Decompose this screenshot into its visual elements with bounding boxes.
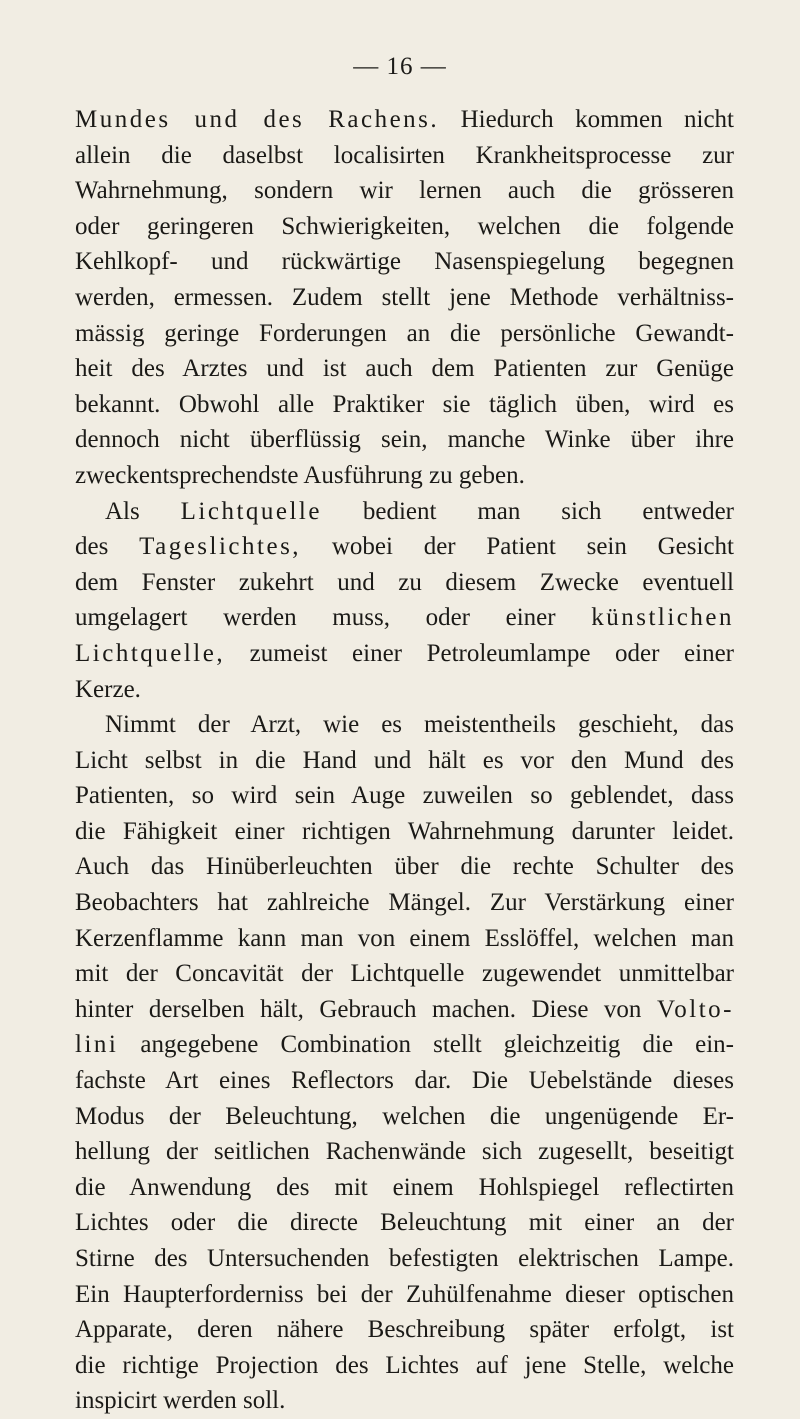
spaced-emphasis: Lichtquelle, xyxy=(75,639,226,667)
text-run: Kerze. xyxy=(75,675,141,703)
text-line xyxy=(75,1241,734,1277)
text-line xyxy=(75,1063,734,1099)
text-run: Auch das Hinüberleuchten über die rechte Schulter des xyxy=(75,853,734,881)
text-run: mässig geringe Forderungen an die persönliche Gewandt- xyxy=(75,319,734,347)
text-run: Lichtes oder die directe Beleuchtung mit einer an der xyxy=(75,1209,734,1237)
text-run: Wahrnehmung, sondern wir lernen auch die grösseren xyxy=(75,177,734,205)
text-line xyxy=(75,351,734,387)
text-line xyxy=(75,316,734,352)
text-line xyxy=(75,956,734,992)
text-run: Hiedurch kommen nicht xyxy=(439,106,735,133)
text-line xyxy=(75,672,734,708)
text-line xyxy=(75,280,734,316)
text-line xyxy=(75,778,734,814)
text-line xyxy=(75,1312,734,1348)
spaced-emphasis: Lichtquelle xyxy=(180,497,322,525)
text-line xyxy=(75,102,734,138)
spaced-emphasis: Volto- xyxy=(656,995,734,1023)
text-line xyxy=(75,1134,734,1170)
text-line xyxy=(75,565,734,601)
text-line xyxy=(75,1170,734,1206)
text-line xyxy=(75,529,734,565)
text-run: werden, ermessen. Zudem stellt jene Methode verhältniss- xyxy=(75,283,734,311)
text-run: umgelagert werden muss, oder einer xyxy=(75,604,592,632)
text-line xyxy=(75,1277,734,1313)
text-line xyxy=(75,1027,734,1063)
text-run: heit des Arztes und ist auch dem Patienten zur Genüge xyxy=(75,355,734,383)
text-line xyxy=(75,849,734,885)
text-run: Kehlkopf- und rückwärtige Nasenspiegelung begegnen xyxy=(75,248,734,276)
spaced-emphasis: Mundes und des Rachens. xyxy=(75,106,440,133)
text-run: Patienten, so wird sein Auge zuweilen so geblendet, dass xyxy=(75,782,734,810)
text-run: die richtige Projection des Lichtes auf jene Stelle, welche xyxy=(75,1351,734,1379)
text-line xyxy=(75,138,734,174)
text-line xyxy=(75,458,734,494)
text-run: hellung der seitlichen Rachenwände sich zugesellt, beseitigt xyxy=(75,1138,734,1166)
text-run: Stirne des Untersuchenden befestigten elektrischen Lampe. xyxy=(75,1245,734,1272)
text-line xyxy=(75,1205,734,1241)
text-line xyxy=(75,636,734,672)
text-run: Nimmt der Arzt, wie es meistentheils geschieht, das xyxy=(105,711,734,739)
text-run: fachste Art eines Reflectors dar. Die Uebelstände dieses xyxy=(75,1067,734,1095)
text-run: die Fähigkeit einer richtigen Wahrnehmung darunter leidet. xyxy=(75,817,734,845)
page-number: — 16 — xyxy=(353,53,447,80)
text-line xyxy=(75,921,734,957)
text-line xyxy=(75,600,734,636)
text-line xyxy=(75,1383,734,1419)
text-line xyxy=(75,1099,734,1135)
spaced-emphasis: Tageslichtes, xyxy=(139,533,302,561)
text-run: angegebene Combination stellt gleichzeitig die ein- xyxy=(118,1031,734,1059)
text-run: Modus der Beleuchtung, welchen die ungenügende Er- xyxy=(75,1102,734,1130)
body-text xyxy=(75,102,734,1419)
text-run: bekannt. Obwohl alle Praktiker sie täglich üben, wird es xyxy=(75,390,734,418)
text-run: zweckentsprechendste Ausführung zu geben. xyxy=(75,461,525,489)
text-line xyxy=(75,244,734,280)
text-line xyxy=(75,387,734,423)
text-run: Licht selbst in die Hand und hält es vor den Mund des xyxy=(75,746,734,774)
text-run: Beobachters hat zahlreiche Mängel. Zur Verstärkung einer xyxy=(75,889,734,917)
spaced-emphasis: lini xyxy=(75,1031,119,1059)
spaced-emphasis: künstlichen xyxy=(591,604,734,632)
text-run: dennoch nicht überflüssig sein, manche Winke über ihre xyxy=(75,426,734,454)
text-run: wobei der Patient sein Gesicht xyxy=(301,533,734,561)
text-run: mit der Concavität der Lichtquelle zugewendet unmittelbar xyxy=(75,960,734,988)
text-line xyxy=(75,422,734,458)
text-line xyxy=(75,494,734,530)
text-line xyxy=(75,173,734,209)
text-run: oder geringeren Schwierigkeiten, welchen die folgende xyxy=(75,212,734,240)
text-run: Ein Haupterforderniss bei der Zuhülfenahme dieser optischen xyxy=(75,1280,734,1308)
text-run: zumeist einer Petroleumlampe oder einer xyxy=(225,639,734,667)
text-line xyxy=(75,992,734,1028)
text-run: Als xyxy=(105,497,181,525)
text-run: bedient man sich entweder xyxy=(321,497,735,525)
text-run: allein die daselbst localisirten Krankheitsprocesse zur xyxy=(75,141,734,169)
text-line xyxy=(75,707,734,743)
text-run: hinter derselben hält, Gebrauch machen. Diese von xyxy=(75,995,657,1023)
text-run: inspicirt werden soll. xyxy=(75,1387,286,1415)
text-run: dem Fenster zukehrt und zu diesem Zwecke eventuell xyxy=(75,568,734,596)
text-line xyxy=(75,814,734,850)
text-line xyxy=(75,743,734,779)
text-run: Apparate, deren nähere Beschreibung später erfolgt, ist xyxy=(75,1316,734,1344)
text-line xyxy=(75,885,734,921)
text-run: Kerzenflamme kann man von einem Esslöffel, welchen man xyxy=(75,924,734,952)
text-run: die Anwendung des mit einem Hohlspiegel reflectirten xyxy=(75,1173,734,1201)
text-line xyxy=(75,209,734,245)
text-run: des xyxy=(75,533,140,561)
text-line xyxy=(75,1348,734,1384)
